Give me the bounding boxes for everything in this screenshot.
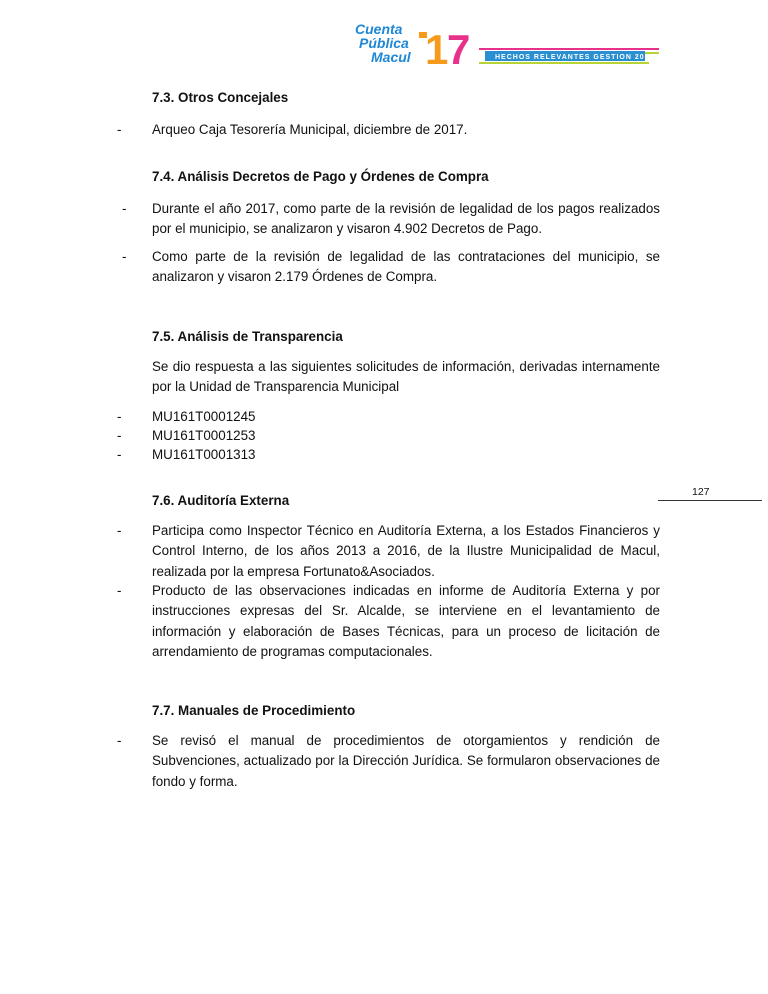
- list-item-text: Durante el año 2017, como parte de la revisión de legalidad de los pagos realizados por el municipio, se analizaron y visaron 4.902 Decretos de Pago.: [152, 201, 660, 237]
- bullet: -: [117, 409, 122, 424]
- section-heading: 7.6. Auditoría Externa: [152, 493, 290, 508]
- bullet: -: [117, 523, 122, 538]
- section-heading: 7.4. Análisis Decretos de Pago y Órdenes de Compra: [152, 169, 489, 184]
- page-number-rule: [658, 500, 762, 501]
- bullet: -: [122, 201, 127, 216]
- list-item-text: Se revisó el manual de procedimientos de otorgamientos y rendición de Subvenciones, actualizado por la Dirección Jurídica. Se formularon observaciones de fondo y forma.: [152, 733, 660, 789]
- bullet: -: [117, 428, 122, 443]
- bullet: -: [117, 733, 122, 748]
- section-heading: 7.5. Análisis de Transparencia: [152, 329, 343, 344]
- list-item-text: Arqueo Caja Tesorería Municipal, diciembre de 2017.: [152, 122, 468, 137]
- list-item: [117, 581, 660, 662]
- page-number: 127: [692, 486, 710, 498]
- list-item: [117, 521, 660, 582]
- bullet: -: [117, 583, 122, 598]
- list-item-text: MU161T0001245: [152, 409, 256, 424]
- svg-text:Macul: Macul: [371, 49, 411, 65]
- section-heading: 7.7. Manuales de Procedimiento: [152, 703, 356, 718]
- list-item: [117, 445, 660, 464]
- svg-text:HECHOS RELEVANTES GESTION 2017: HECHOS RELEVANTES GESTION 2017: [495, 54, 655, 61]
- bullet: -: [117, 122, 122, 137]
- list-item-text: Participa como Inspector Técnico en Auditoría Externa, a los Estados Financieros y Control Interno, de los años 2013 a 2016, de la Ilustre Municipalidad de Macul, realizada por la empresa Fortunato&Asociados.: [152, 523, 660, 579]
- list-item: [122, 247, 660, 288]
- list-item: [117, 407, 660, 426]
- bullet: -: [117, 447, 122, 462]
- paragraph: Se dio respuesta a las siguientes solicitudes de información, derivadas internamente por la Unidad de Transparencia Municipal: [152, 359, 660, 395]
- cuenta-publica-logo: [355, 20, 665, 70]
- svg-text:1: 1: [425, 26, 449, 70]
- svg-text:Cuenta: Cuenta: [355, 21, 403, 37]
- svg-text:Pública: Pública: [359, 35, 409, 51]
- list-item-text: MU161T0001253: [152, 428, 256, 443]
- section-heading: 7.3. Otros Concejales: [152, 90, 289, 105]
- list-item-text: Producto de las observaciones indicadas en informe de Auditoría Externa y por instrucciones expresas del Sr. Alcalde, se interviene en el levantamiento de información y elaboración de Bases Técnicas, para un proceso de licitación de arrendamiento de programas computacionales.: [152, 583, 660, 659]
- svg-text:7: 7: [447, 26, 471, 70]
- list-item: [117, 731, 660, 792]
- list-item: [117, 426, 660, 445]
- bullet: -: [122, 249, 127, 264]
- list-item: [117, 120, 660, 140]
- list-item-text: Como parte de la revisión de legalidad de las contrataciones del municipio, se analizaron y visaron 2.179 Órdenes de Compra.: [152, 249, 660, 285]
- list-item-text: MU161T0001313: [152, 447, 256, 462]
- list-item: [122, 199, 660, 240]
